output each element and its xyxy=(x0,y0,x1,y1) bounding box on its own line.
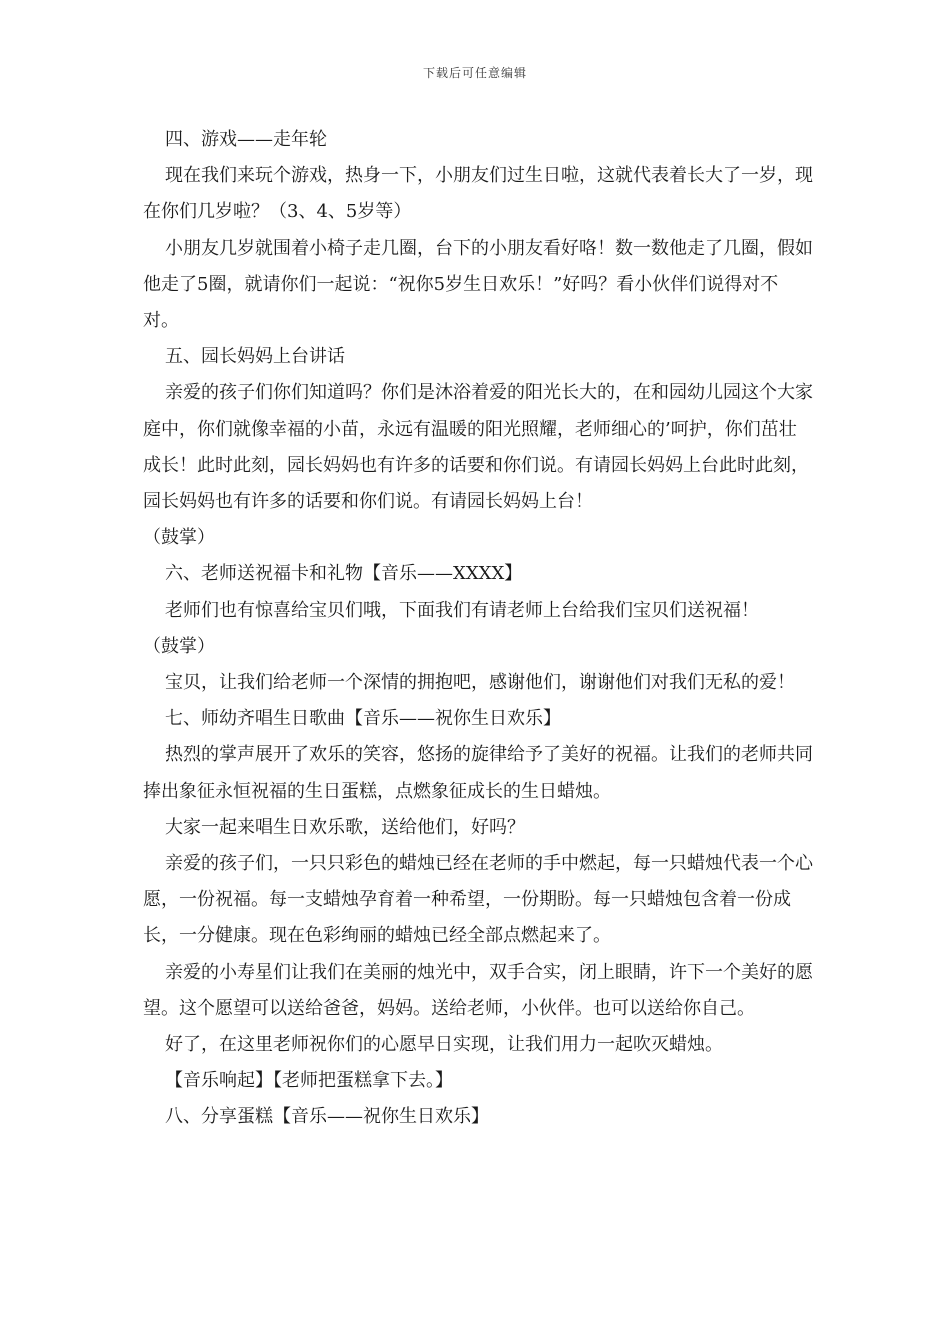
section-heading-share-cake: 八、分享蛋糕【音乐——祝你生日欢乐】 xyxy=(165,1106,489,1128)
document-body xyxy=(143,122,813,1136)
paragraph: 亲爱的孩子们你们知道吗？你们是沐浴着爱的阳光长大的，在和园幼儿园这个大家庭中，你们就像幸福的小苗，永远有温暖的阳光照耀，老师细心的’呵护，你们茁壮成长！此时此刻，园长妈妈也有许多的话要和你们说。有请园长妈妈上台此时此刻，园长妈妈也有许多的话要和你们说。有请园长妈妈上台！ xyxy=(143,382,813,513)
paragraph: 现在我们来玩个游戏，热身一下，小朋友们过生日啦，这就代表着长大了一岁，现在你们几岁啦？（3、4、5岁等） xyxy=(143,165,813,223)
paragraph: 热烈的掌声展开了欢乐的笑容，悠扬的旋律给予了美好的祝福。让我们的老师共同捧出象征永恒祝福的生日蛋糕，点燃象征成长的生日蜡烛。 xyxy=(143,744,813,802)
paragraph: 亲爱的小寿星们让我们在美丽的烛光中，双手合实，闭上眼睛，许下一个美好的愿望。这个愿望可以送给爸爸，妈妈。送给老师，小伙伴。也可以送给你自己。 xyxy=(143,961,813,1019)
stage-direction: （鼓掌） xyxy=(143,635,215,657)
stage-direction: 【音乐响起】【老师把蛋糕拿下去。】 xyxy=(165,1070,453,1092)
section-heading-principal-speech: 五、园长妈妈上台讲话 xyxy=(165,346,345,368)
page-header: 下载后可任意编辑 xyxy=(422,66,527,80)
section-heading-gifts: 六、老师送祝福卡和礼物【音乐——XXXX】 xyxy=(165,563,523,585)
paragraph: 大家一起来唱生日欢乐歌，送给他们，好吗？ xyxy=(165,816,525,838)
paragraph: 好了，在这里老师祝你们的心愿早日实现，让我们用力一起吹灭蜡烛。 xyxy=(165,1034,723,1056)
section-heading-game: 四、游戏——走年轮 xyxy=(165,129,327,150)
section-heading-birthday-song: 七、师幼齐唱生日歌曲【音乐——祝你生日欢乐】 xyxy=(165,708,561,730)
paragraph: 亲爱的孩子们，一只只彩色的蜡烛已经在老师的手中燃起，每一只蜡烛代表一个心愿，一份祝福。每一支蜡烛孕育着一种希望，一份期盼。每一只蜡烛包含着一份成长，一分健康。现在色彩绚丽的蜡烛已经全部点燃起来了。 xyxy=(143,853,813,947)
paragraph: 老师们也有惊喜给宝贝们哦，下面我们有请老师上台给我们宝贝们送祝福！ xyxy=(165,599,759,621)
paragraph: 小朋友几岁就围着小椅子走几圈，台下的小朋友看好咯！数一数他走了几圈，假如他走了5圈，就请你们一起说：“祝你5岁生日欢乐！”好吗？看小伙伴们说得对不对。 xyxy=(143,237,813,332)
paragraph: 宝贝，让我们给老师一个深情的拥抱吧，感谢他们，谢谢他们对我们无私的爱！ xyxy=(165,672,795,694)
stage-direction: （鼓掌） xyxy=(143,527,215,549)
